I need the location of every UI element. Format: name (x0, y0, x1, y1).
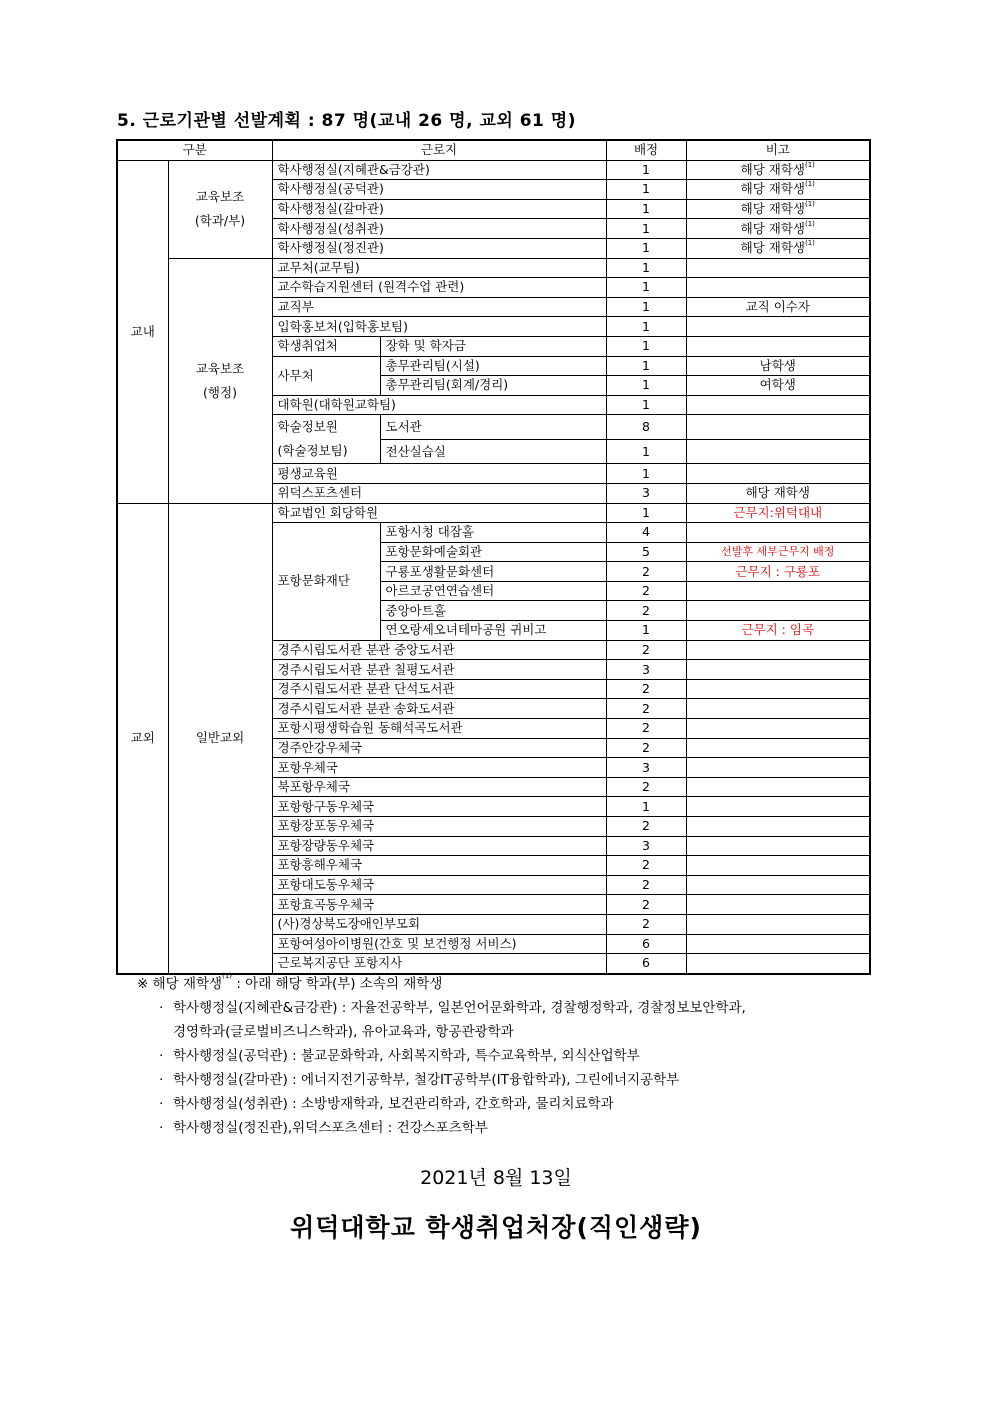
parent-org-cell: 학술정보원 (학술정보팀) (272, 415, 380, 464)
note-cell (686, 914, 870, 934)
footnote-item: · 학사행정실(정진관),위덕스포츠센터 : 건강스포츠학부 (159, 1120, 488, 1136)
footnote-item: · 학사행정실(성취관) : 소방방재학과, 보건관리학과, 간호학과, 물리치료학과 (159, 1096, 614, 1112)
note-cell: 근무지:위덕대내 (686, 503, 870, 523)
note-cell: 해당 재학생$^{(1)}$ (686, 199, 870, 219)
workplace-cell: 장학 및 학자금 (380, 336, 606, 356)
note-cell (686, 699, 870, 719)
workplace-cell: 중앙아트홀 (380, 601, 606, 621)
section-heading: 5. 근로기관별 선발계획 : 87 명(교내 26 명, 교외 61 명) (117, 111, 576, 131)
table-header-row (117, 140, 870, 160)
workplace-cell: 학교법인 회당학원 (272, 503, 606, 523)
note-cell: 근무지 : 임곡 (686, 621, 870, 641)
note-cell (686, 640, 870, 660)
workplace-cell: 포항문화예술회관 (380, 542, 606, 562)
workplace-cell: 포항시평생학습원 동해석곡도서관 (272, 719, 606, 739)
workplace-cell: 경주시립도서관 분관 중앙도서관 (272, 640, 606, 660)
count-cell: 1 (606, 356, 686, 376)
workplace-cell: 포항대도동우체국 (272, 875, 606, 895)
note-cell (686, 278, 870, 298)
note-cell: 해당 재학생$^{(1)}$ (686, 238, 870, 258)
group-general-label: 일반교외 (168, 503, 272, 974)
count-cell: 1 (606, 238, 686, 258)
workplace-cell: 포항효곡동우체국 (272, 895, 606, 915)
group-admin-label: 교육보조 (행정) (168, 258, 272, 503)
note-cell (686, 464, 870, 484)
note-cell: 해당 재학생$^{(1)}$ (686, 219, 870, 239)
note-cell: 해당 재학생 (686, 483, 870, 503)
workplace-cell: (사)경상북도장애인부모회 (272, 914, 606, 934)
count-cell: 2 (606, 875, 686, 895)
workplace-cell: 포항장량동우체국 (272, 836, 606, 856)
workplace-cell: 근로복지공단 포항지사 (272, 954, 606, 974)
footnote-item: · 학사행정실(공덕관) : 불교문화학과, 사회복지학과, 특수교육학부, 외식산업학부 (159, 1048, 640, 1064)
workplace-cell: 교무처(교무팀) (272, 258, 606, 278)
count-cell: 2 (606, 562, 686, 582)
count-cell: 1 (606, 219, 686, 239)
table-row (117, 160, 870, 180)
note-cell (686, 738, 870, 758)
note-cell (686, 817, 870, 837)
workplace-cell: 총무관리팀(시설) (380, 356, 606, 376)
workplace-cell: 포항항구동우체국 (272, 797, 606, 817)
header-workplace: 근로지 (272, 140, 606, 160)
footnotes (137, 972, 746, 1140)
count-cell: 1 (606, 317, 686, 337)
note-cell (686, 797, 870, 817)
count-cell: 3 (606, 758, 686, 778)
campus-in-label: 교내 (117, 160, 168, 503)
document-date: 2021년 8월 13일 (420, 1167, 572, 1189)
note-cell: 여학생 (686, 376, 870, 396)
count-cell: 2 (606, 856, 686, 876)
note-cell (686, 954, 870, 974)
workplace-cell: 포항장포동우체국 (272, 817, 606, 837)
count-cell: 1 (606, 297, 686, 317)
count-cell: 8 (606, 415, 686, 440)
workplace-cell: 북포항우체국 (272, 777, 606, 797)
count-cell: 5 (606, 542, 686, 562)
count-cell: 4 (606, 523, 686, 543)
count-cell: 2 (606, 699, 686, 719)
workplace-cell: 구룡포생활문화센터 (380, 562, 606, 582)
note-cell (686, 856, 870, 876)
header-count: 배정 (606, 140, 686, 160)
note-cell (686, 439, 870, 464)
signer: 위덕대학교 학생취업처장(직인생략) (290, 1213, 702, 1242)
workplace-cell: 학사행정실(공덕관) (272, 180, 606, 200)
count-cell: 1 (606, 278, 686, 298)
note-cell (686, 523, 870, 543)
workplace-cell: 도서관 (380, 415, 606, 440)
count-cell: 2 (606, 719, 686, 739)
count-cell: 1 (606, 336, 686, 356)
parent-org-cell: 사무처 (272, 356, 380, 395)
workplace-cell: 교수학습지원센터 (원격수업 관련) (272, 278, 606, 298)
table-row (117, 503, 870, 523)
note-cell (686, 336, 870, 356)
count-cell: 2 (606, 914, 686, 934)
note-cell (686, 777, 870, 797)
count-cell: 2 (606, 777, 686, 797)
footnote-item-continued: 경영학과(글로벌비즈니스학과), 유아교육과, 항공관광학과 (173, 1024, 514, 1040)
workplace-cell: 경주시립도서관 분관 칠평도서관 (272, 660, 606, 680)
count-cell: 2 (606, 738, 686, 758)
workplace-cell: 위덕스포츠센터 (272, 483, 606, 503)
workplace-cell: 대학원(대학원교학팀) (272, 395, 606, 415)
selection-plan-table (116, 139, 871, 975)
note-cell: 해당 재학생$^{(1)}$ (686, 160, 870, 180)
note-cell (686, 601, 870, 621)
workplace-cell: 학사행정실(지혜관&금강관) (272, 160, 606, 180)
note-cell: 선발후 세부근무지 배정 (686, 542, 870, 562)
group-academic-label: 교육보조 (학과/부) (168, 160, 272, 258)
note-cell (686, 875, 870, 895)
workplace-cell: 학사행정실(성취관) (272, 219, 606, 239)
count-cell: 1 (606, 395, 686, 415)
note-cell (686, 660, 870, 680)
count-cell: 1 (606, 258, 686, 278)
note-cell: 해당 재학생$^{(1)}$ (686, 180, 870, 200)
footnote-intro: ※ 해당 재학생$^{(1)}$ : 아래 해당 학과(부) 소속의 재학생 (137, 972, 443, 992)
count-cell: 1 (606, 180, 686, 200)
header-category: 구분 (117, 140, 272, 160)
note-cell: 근무지 : 구룡포 (686, 562, 870, 582)
count-cell: 1 (606, 160, 686, 180)
count-cell: 2 (606, 581, 686, 601)
footnote-item: · 학사행정실(지혜관&금강관) : 자율전공학부, 일본언어문화학과, 경찰행정학과, 경찰정보보안학과, (159, 1000, 746, 1016)
parent-org-cell: 학생취업처 (272, 336, 380, 356)
workplace-cell: 연오랑세오녀테마공원 귀비고 (380, 621, 606, 641)
count-cell: 3 (606, 483, 686, 503)
count-cell: 1 (606, 797, 686, 817)
parent-org-cell: 포항문화재단 (272, 523, 380, 641)
count-cell: 6 (606, 954, 686, 974)
workplace-cell: 총무관리팀(회계/경리) (380, 376, 606, 396)
count-cell: 2 (606, 679, 686, 699)
count-cell: 3 (606, 660, 686, 680)
note-cell (686, 679, 870, 699)
workplace-cell: 전산실습실 (380, 439, 606, 464)
count-cell: 2 (606, 817, 686, 837)
note-cell: 남학생 (686, 356, 870, 376)
workplace-cell: 학사행정실(갈마관) (272, 199, 606, 219)
count-cell: 1 (606, 439, 686, 464)
count-cell: 2 (606, 640, 686, 660)
note-cell (686, 836, 870, 856)
note-cell (686, 415, 870, 440)
workplace-cell: 포항흥해우체국 (272, 856, 606, 876)
header-note: 비고 (686, 140, 870, 160)
table-row (117, 258, 870, 278)
count-cell: 1 (606, 621, 686, 641)
workplace-cell: 평생교육원 (272, 464, 606, 484)
workplace-cell: 학사행정실(정진관) (272, 238, 606, 258)
count-cell: 1 (606, 503, 686, 523)
count-cell: 1 (606, 464, 686, 484)
note-cell (686, 395, 870, 415)
count-cell: 3 (606, 836, 686, 856)
count-cell: 6 (606, 934, 686, 954)
count-cell: 1 (606, 199, 686, 219)
note-cell (686, 758, 870, 778)
note-cell (686, 719, 870, 739)
campus-out-label: 교외 (117, 503, 168, 974)
workplace-cell: 포항여성아이병원(간호 및 보건행정 서비스) (272, 934, 606, 954)
workplace-cell: 포항시청 대잠홀 (380, 523, 606, 543)
note-cell (686, 258, 870, 278)
footnote-item: · 학사행정실(갈마관) : 에너지전기공학부, 철강IT공학부(IT융합학과), 그린에너지공학부 (159, 1072, 680, 1088)
workplace-cell: 교직부 (272, 297, 606, 317)
workplace-cell: 입학홍보처(입학홍보팀) (272, 317, 606, 337)
workplace-cell: 경주시립도서관 분관 송화도서관 (272, 699, 606, 719)
workplace-cell: 포항우체국 (272, 758, 606, 778)
note-cell (686, 317, 870, 337)
count-cell: 1 (606, 376, 686, 396)
count-cell: 2 (606, 601, 686, 621)
count-cell: 2 (606, 895, 686, 915)
workplace-cell: 경주시립도서관 분관 단석도서관 (272, 679, 606, 699)
workplace-cell: 아르코공연연습센터 (380, 581, 606, 601)
workplace-cell: 경주안강우체국 (272, 738, 606, 758)
note-cell (686, 581, 870, 601)
note-cell (686, 934, 870, 954)
note-cell: 교직 이수자 (686, 297, 870, 317)
note-cell (686, 895, 870, 915)
